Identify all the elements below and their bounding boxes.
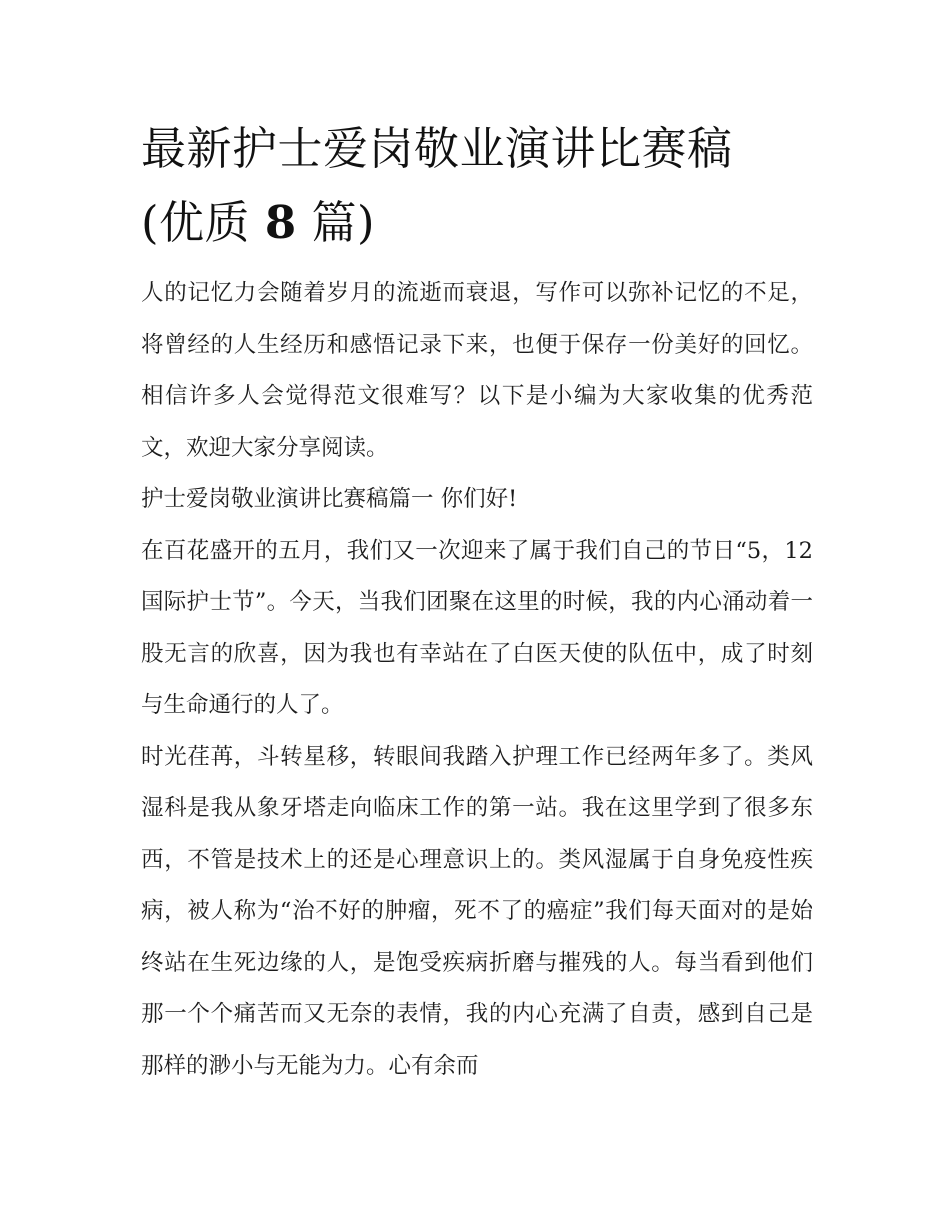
document-body [141,268,813,1092]
section-heading-paragraph: 护士爱岗敬业演讲比赛稿篇一 你们好! [141,486,518,512]
title-line-2-close: 篇) [311,196,376,249]
title-line-2-open: (优质 [141,196,251,249]
title-line-2-number: 8 [264,196,297,249]
document-content [141,112,813,1092]
body-paragraph: 在百花盛开的五月，我们又一次迎来了属于我们自己的节日“5，12国际护士节”。今天，当我们团聚在这里的时候，我的内心涌动着一股无言的欣喜，因为我也有幸站在了白医天使的队伍中，成了时刻与生命通行的人了。 [141,537,813,718]
document-title [141,112,813,260]
body-paragraph: 时光荏苒，斗转星移，转眼间我踏入护理工作已经两年多了。类风湿科是我从象牙塔走向临床工作的第一站。我在这里学到了很多东西，不管是技术上的还是心理意识上的。类风湿属于自身免疫性疾病，被人称为“治不好的肿瘤，死不了的癌症”我们每天面对的是始终站在生死边缘的人，是饱受疾病折磨与摧残的人。每当看到他们那一个个痛苦而又无奈的表情，我的内心充满了自责，感到自己是那样的渺小与无能为力。心有余而 [141,743,813,1079]
intro-paragraph: 人的记忆力会随着岁月的流逝而衰退，写作可以弥补记忆的不足，将曾经的人生经历和感悟记录下来，也便于保存一份美好的回忆。相信许多人会觉得范文很难写？以下是小编为大家收集的优秀范文，欢迎大家分享阅读。 [141,280,813,461]
title-line-1: 最新护士爱岗敬业演讲比赛稿 [141,122,733,175]
